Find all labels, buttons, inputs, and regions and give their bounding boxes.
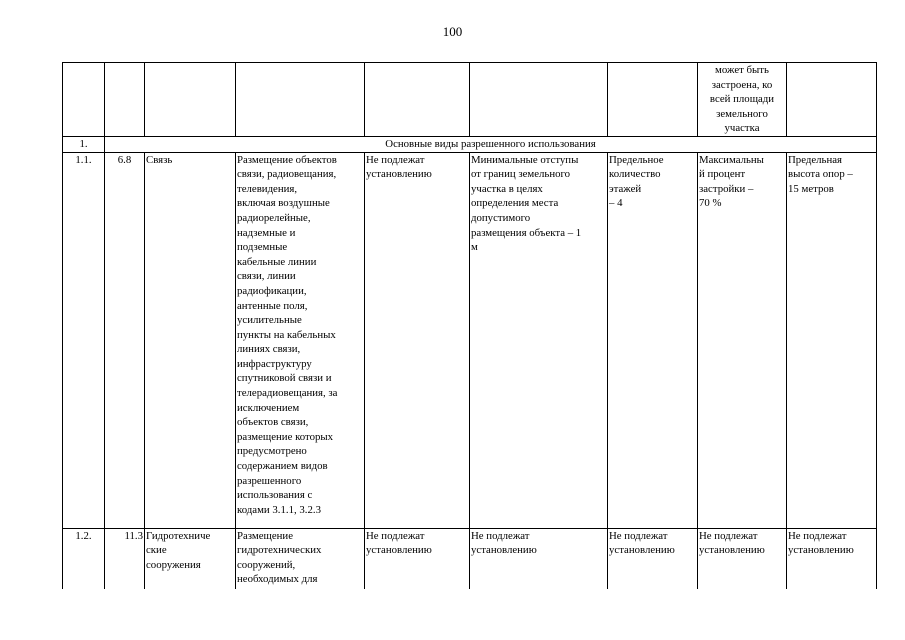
table-row: [63, 528, 877, 589]
section-row: [63, 136, 877, 152]
cell: [105, 63, 145, 137]
coverage-limits: Максимальны й процент застройки – 70 %: [698, 152, 787, 528]
use-code: 11.3: [105, 528, 145, 589]
floor-limits: Предельное количество этажей – 4: [608, 152, 698, 528]
row-number: 1.2.: [63, 528, 105, 589]
coverage-limits: Не подлежат установлению: [698, 528, 787, 589]
height-limits: Не подлежат установлению: [787, 528, 877, 589]
table-row: [63, 152, 877, 528]
use-code: 6.8: [105, 152, 145, 528]
cell: [608, 63, 698, 137]
cell: [365, 63, 470, 137]
use-description: Размещение гидротехнических сооружений, необходимых для: [236, 528, 365, 589]
plot-area-limits: Не подлежат установлению: [365, 528, 470, 589]
floor-limits: Не подлежат установлению: [608, 528, 698, 589]
setback-limits: Не подлежат установлению: [470, 528, 608, 589]
section-title: Основные виды разрешенного использования: [105, 136, 877, 152]
plot-area-limits: Не подлежат установлению: [365, 152, 470, 528]
section-number: 1.: [63, 136, 105, 152]
height-limits: Предельная высота опор – 15 метров: [787, 152, 877, 528]
coverage-continuation-cell: может быть застроена, ко всей площади земельного участка: [698, 63, 787, 137]
page-number: 100: [442, 24, 463, 39]
use-name: Гидротехниче ские сооружения: [145, 528, 236, 589]
use-name: Связь: [145, 152, 236, 528]
cell: [236, 63, 365, 137]
cell: [145, 63, 236, 137]
cell: [63, 63, 105, 137]
setback-limits: Минимальные отступы от границ земельного участка в целях определения места допустимого размещения объекта – 1 м: [470, 152, 608, 528]
zoning-table: [62, 62, 877, 589]
cell: [787, 63, 877, 137]
cell: [470, 63, 608, 137]
use-description: Размещение объектов связи, радиовещания, телевидения, включая воздушные радиорелейные, надземные и подземные кабельные линии связи, линии радиофикации, антенные поля, усилительные пункты на кабельных линиях связи, инфраструктуру спутниковой связи и телерадиовещания, за исключением объектов связи, размещение которых предусмотрено содержанием видов разрешенного использования с кодами 3.1.1, 3.2.3: [236, 152, 365, 528]
row-number: 1.1.: [63, 152, 105, 528]
continuation-row: [63, 63, 877, 137]
